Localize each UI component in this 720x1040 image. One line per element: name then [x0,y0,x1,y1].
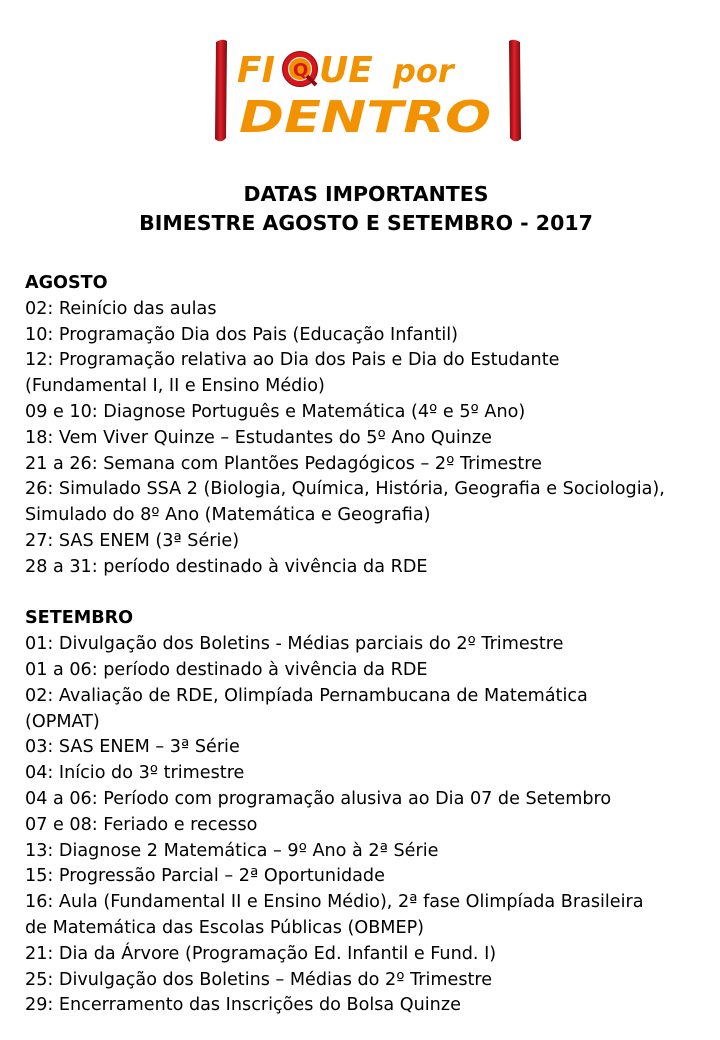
date-entry [25,942,715,968]
date-entry [25,993,715,1019]
date-entry-text: 02: Reinício das aulas [25,298,217,319]
date-entry [25,323,715,349]
section-setembro [25,606,715,1019]
svg-text:Q: Q [293,60,309,81]
date-entry [25,426,715,452]
date-entry-text: 13: Diagnose 2 Matemática – 9º Ano à 2ª Série [25,840,439,861]
date-entry [25,890,715,942]
date-entry-text: 21: Dia da Árvore (Programação Ed. Infantil e Fund. I) [25,943,497,964]
logo-graphic [213,38,523,144]
right-bracket-shape [509,40,521,142]
date-entry [25,297,715,323]
date-entry [25,348,715,400]
q-badge [283,52,317,86]
date-entry-text: 15: Progressão Parcial – 2ª Oportunidade [25,866,385,887]
date-entry-continuation: (Fundamental I, II e Ensino Médio) [25,376,325,397]
section-agosto [25,271,715,581]
date-entry-text: 12: Programação relativa ao Dia dos Pais e Dia do Estudante [25,350,560,371]
section-title: AGOSTO [25,273,108,293]
date-entry [25,813,715,839]
date-entry [25,684,715,736]
logo-word-fi: FI [237,50,275,91]
logo-word-por: por [393,52,454,90]
date-entry-continuation: de Matemática das Escolas Públicas (OBMEP) [25,917,425,938]
date-entry-text: 28 a 31: período destinado à vivência da RDE [25,556,428,577]
date-entry [25,787,715,813]
date-entry-text: 29: Encerramento das Inscrições do Bolsa Quinze [25,995,461,1016]
fique-por-dentro-logo [213,38,523,144]
date-entry [25,452,715,478]
header-title: DATAS IMPORTANTES [243,182,489,206]
date-entry-text: 25: Divulgação dos Boletins – Médias do 2º Trimestre [25,969,493,990]
date-entry [25,864,715,890]
date-entry-text: 27: SAS ENEM (3ª Série) [25,530,240,551]
date-entry-text: 18: Vem Viver Quinze – Estudantes do 5º Ano Quinze [25,427,492,448]
date-entry-text: 01: Divulgação dos Boletins - Médias parciais do 2º Trimestre [25,634,564,655]
date-entry-text: 10: Programação Dia dos Pais (Educação Infantil) [25,324,459,345]
logo-word-dentro: DENTRO [239,92,491,143]
date-entry-continuation: (OPMAT) [25,711,100,732]
date-entry [25,761,715,787]
date-entry-text: 09 e 10: Diagnose Português e Matemática (4º e 5º Ano) [25,401,526,422]
date-entry [25,400,715,426]
date-entry [25,529,715,555]
date-entry [25,658,715,684]
header-subtitle: BIMESTRE AGOSTO E SETEMBRO - 2017 [139,211,593,235]
date-entry [25,735,715,761]
page-header [0,180,720,238]
date-entry [25,477,715,529]
date-entry-text: 01 a 06: período destinado à vivência da RDE [25,659,428,680]
logo-word-ue: UE [319,50,373,91]
date-entry-continuation: Simulado do 8º Ano (Matemática e Geografia) [25,505,431,526]
date-entry-text: 03: SAS ENEM – 3ª Série [25,737,240,758]
date-entry-text: 16: Aula (Fundamental II e Ensino Médio), 2ª fase Olimpíada Brasileira [25,892,644,913]
date-entry-text: 02: Avaliação de RDE, Olimpíada Pernambucana de Matemática [25,685,588,706]
date-entry [25,555,715,581]
left-bracket-shape [215,40,227,142]
date-entry-text: 07 e 08: Feriado e recesso [25,814,258,835]
date-entry-text: 26: Simulado SSA 2 (Biologia, Química, História, Geografia e Sociologia), [25,479,665,500]
date-entry [25,839,715,865]
date-entry-text: 21 a 26: Semana com Plantões Pedagógicos – 2º Trimestre [25,453,542,474]
date-entry-text: 04 a 06: Período com programação alusiva ao Dia 07 de Setembro [25,788,612,809]
section-title: SETEMBRO [25,608,134,629]
date-entry [25,632,715,658]
dates-list [25,271,715,1019]
date-entry-text: 04: Início do 3º trimestre [25,763,245,784]
date-entry [25,968,715,994]
